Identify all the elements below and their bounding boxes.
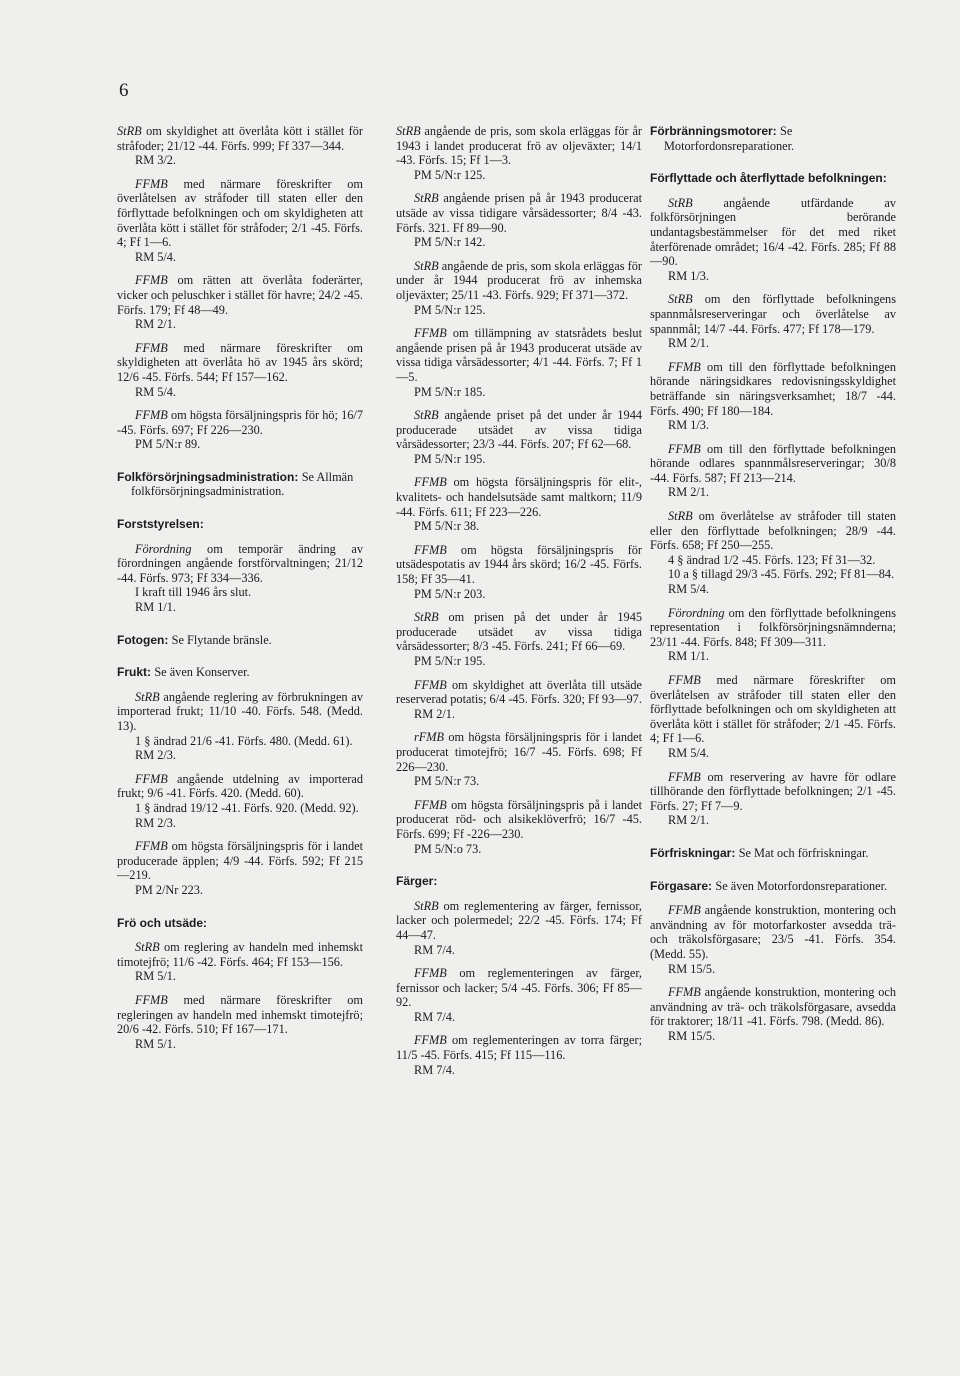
entry-reference: 1 § ändrad 21/6 -41. Förfs. 480. (Medd. 61).: [135, 733, 353, 748]
heading-cross-reference: Se Allmän folkförsörjningsadministration.: [131, 469, 354, 499]
entry-text: [396, 475, 642, 519]
entry-text: [117, 341, 363, 385]
entry-text: [117, 772, 363, 801]
heading-title: Förfriskningar:: [650, 845, 736, 860]
entry-description: om reservering av havre för odlare tillhörande den förflyttade befolkningen; 2/1 -45. Förfs. 27; Ff 7—9.: [650, 769, 896, 813]
index-entry: [650, 196, 896, 284]
entry-text: [396, 730, 642, 774]
entry-act-type: FFMB: [135, 771, 168, 786]
entry-description: angående prisen på år 1943 producerat utsäde av vissa tidigare vårsädessorter; 8/4 -43. Förfs. 321. Ff 89—90.: [396, 191, 642, 235]
index-entry: [396, 543, 642, 601]
entry-description: om prisen på det under år 1945 producerade utsädet av vissa tidiga vårsädessorter; 8/3 -45. Förfs. 241; Ff 66—69.: [396, 610, 642, 654]
entry-text: [396, 610, 642, 654]
heading-title: Färger:: [396, 874, 438, 889]
entry-text: [650, 673, 896, 746]
index-entry: [117, 940, 363, 984]
entry-text: [117, 993, 363, 1037]
entry-act-type: FFMB: [135, 839, 168, 854]
entry-act-type: StRB: [396, 124, 421, 138]
entry-text: [396, 259, 642, 303]
entry-act-type: FFMB: [135, 176, 168, 191]
entry-act-type: rFMB: [414, 730, 445, 745]
entry-act-type: StRB: [414, 610, 439, 625]
index-entry: [117, 772, 363, 830]
entry-act-type: FFMB: [668, 985, 701, 1000]
entry-description: om reglementeringen av torra färger; 11/5 -45. Förfs. 415; Ff 115—116.: [396, 1033, 642, 1063]
entry-text: [396, 326, 642, 384]
heading-title: Forststyrelsen:: [117, 517, 204, 532]
entry-description: om högsta försäljningspris för i landet producerade äpplen; 4/9 -44. Förfs. 592; Ff 215—219.: [117, 839, 364, 883]
page-number: 6: [119, 80, 129, 101]
section-heading: [650, 879, 896, 894]
index-entry: [650, 292, 896, 350]
heading-title: Förflyttade och återflyttade befolkningen:: [650, 171, 887, 186]
index-entry: [396, 326, 642, 399]
heading-cross-reference: Se Flytande bränsle.: [171, 632, 272, 647]
entry-text: [650, 292, 896, 336]
entry-reference: RM 15/5.: [668, 961, 716, 976]
index-entry: [650, 903, 896, 976]
section-heading: [117, 633, 363, 648]
entry-act-type: StRB: [117, 124, 142, 138]
entry-reference: PM 5/N:r 38.: [414, 519, 480, 534]
entry-act-type: FFMB: [668, 903, 701, 918]
entry-description: angående de pris, som skola erläggas för under år 1944 producerat frö av inhemska oljeväxter; 25/11 -43. Förfs. 929; Ff 371—372.: [396, 258, 642, 302]
entry-act-type: StRB: [414, 408, 439, 423]
entry-reference: RM 2/1.: [414, 706, 455, 721]
heading-title: Fotogen:: [117, 632, 169, 647]
entry-reference: RM 1/1.: [135, 600, 176, 615]
index-entry: [650, 360, 896, 433]
entry-description: om till den förflyttade befolkningen hörande odlares spannmålsreserveringar; 30/8 -44. Förfs. 587; Ff 213—214.: [650, 441, 896, 485]
entry-act-type: StRB: [668, 509, 693, 524]
index-entry: [117, 690, 363, 763]
entry-description: om reglering av handeln med inhemskt timotejfrö; 11/6 -42. Förfs. 464; Ff 153—156.: [117, 940, 363, 969]
entry-text: [396, 191, 642, 235]
entry-act-type: FFMB: [414, 1033, 447, 1048]
entry-reference: I kraft till 1946 års slut.: [135, 585, 252, 600]
entry-act-type: FFMB: [414, 326, 447, 341]
heading-title: Förbränningsmotorer:: [650, 124, 777, 138]
entry-act-type: FFMB: [668, 673, 701, 687]
entry-act-type: FFMB: [668, 769, 701, 784]
index-column-1: [117, 124, 363, 1060]
entry-description: angående de pris, som skola erläggas för år 1943 i landet producerat frö av oljeväxter; 14/1 -43. Förfs. 15; Ff 1—3.: [396, 124, 643, 168]
heading-cross-reference: Se även Motorfordonsreparationer.: [715, 878, 888, 893]
index-entry: [650, 442, 896, 500]
index-entry: [117, 273, 363, 331]
entry-text: [396, 408, 642, 452]
heading-cross-reference: Se Mat och förfriskningar.: [738, 845, 869, 860]
entry-reference: PM 5/N:r 73.: [414, 774, 480, 789]
entry-reference: RM 5/4.: [668, 582, 709, 597]
entry-reference: RM 5/4.: [135, 249, 176, 264]
entry-description: med närmare föreskrifter om överlåtelsen av stråfoder till staten eller den förflyttade befolkningen och om skyldigheten att överlåta kött i stället för stråfoder; 2/1 -45. Förfs. 4; Ff 1—6.: [650, 673, 896, 746]
entry-text: [117, 690, 363, 734]
entry-act-type: StRB: [135, 689, 160, 704]
entry-text: [650, 985, 896, 1029]
entry-description: angående konstruktion, montering och användning av för motorfarkoster avsedda trä- och träkolsförgasare; 23/5 -41. Förfs. 354. (Medd. 55).: [650, 903, 896, 961]
entry-description: om reglementeringen av färger, fernissor och lacker; 5/4 -45. Förfs. 306; Ff 85—92.: [396, 966, 642, 1010]
entry-reference: RM 2/1.: [668, 485, 709, 500]
entry-reference: PM 2/Nr 223.: [135, 882, 203, 897]
entry-act-type: FFMB: [135, 408, 168, 423]
entry-text: [117, 839, 363, 883]
section-heading: [117, 916, 363, 931]
index-entry: [650, 985, 896, 1043]
entry-reference: RM 3/2.: [135, 153, 176, 168]
entry-reference: PM 5/N:o 73.: [414, 841, 482, 856]
entry-act-type: StRB: [668, 292, 693, 307]
index-column-3: [650, 124, 896, 1052]
entry-text: [396, 899, 642, 943]
entry-description: om överlåtelse av stråfoder till staten eller den förflyttade befolkningen; 28/9 -44. Förfs. 658; Ff 250—255.: [650, 509, 897, 553]
heading-cross-reference: Se även Konserver.: [154, 665, 250, 680]
entry-reference: PM 5/N:r 142.: [414, 235, 486, 250]
entry-text: [650, 360, 896, 418]
entry-reference: RM 1/1.: [668, 649, 709, 664]
index-entry: [396, 408, 642, 466]
entry-reference: RM 5/1.: [135, 1036, 176, 1051]
index-entry: [396, 259, 642, 317]
entry-reference: 10 a § tillagd 29/3 -45. Förfs. 292; Ff 81—84.: [668, 567, 895, 582]
entry-act-type: FFMB: [668, 359, 701, 374]
entry-reference: RM 15/5.: [668, 1028, 716, 1043]
entry-description: om skyldighet att överlåta kött i stället för stråfoder; 21/12 -44. Förfs. 999; Ff 337—344.: [117, 124, 364, 153]
index-entry: [650, 606, 896, 664]
entry-description: om högsta försäljningspris för elit-, kvalitets- och handelsutsäde samt maltkorn; 11/9 -44. Förfs. 611; Ff 223—226.: [396, 475, 642, 519]
index-entry: [396, 678, 642, 722]
entry-description: angående priset på det under år 1944 producerade utsädet av vissa tidiga vårsädessorter; 23/3 -44. Förfs. 207; Ff 62—68.: [396, 408, 642, 452]
entry-reference: RM 2/1.: [668, 813, 709, 828]
index-entry: [117, 341, 363, 399]
entry-act-type: StRB: [414, 898, 439, 913]
entry-act-type: FFMB: [414, 677, 447, 692]
entry-act-type: StRB: [414, 258, 439, 273]
entry-reference: RM 2/1.: [668, 336, 709, 351]
entry-reference: RM 5/4.: [668, 745, 709, 760]
entry-description: om den förflyttade befolkningens representation i folkförsörjningsnämnderna; 23/11 -44. Förfs. 848; Ff 309—311.: [650, 605, 896, 649]
entry-act-type: FFMB: [135, 340, 168, 355]
entry-reference: RM 1/3.: [668, 268, 709, 283]
index-entry: [117, 839, 363, 897]
index-entry: [650, 673, 896, 761]
entry-description: om till den förflyttade befolkningen hörande näringsidkares redovisningsskyldighet beträffande sin näringsverksamhet; 18/7 -44. Förfs. 490; Ff 180—184.: [650, 359, 896, 418]
index-entry: [396, 610, 642, 668]
entry-text: [117, 940, 363, 969]
entry-text: [396, 798, 642, 842]
entry-text: [396, 124, 642, 168]
entry-reference: RM 1/3.: [668, 418, 709, 433]
entry-act-type: StRB: [135, 940, 160, 955]
entry-act-type: Förordning: [135, 541, 192, 556]
index-entry: [396, 124, 642, 182]
entry-reference: RM 7/4.: [414, 1009, 455, 1024]
entry-reference: PM 5/N:r 195.: [414, 451, 486, 466]
index-entry: [396, 966, 642, 1024]
index-entry: [396, 1033, 642, 1077]
entry-reference: PM 5/N:r 125.: [414, 302, 486, 317]
entry-description: om reglementering av färger, fernissor, lacker och polermedel; 22/2 -45. Förfs. 174; Ff 44—47.: [396, 898, 642, 942]
entry-description: angående utdelning av importerad frukt; 9/6 -41. Förfs. 420. (Medd. 60).: [117, 771, 364, 801]
entry-description: om högsta försäljningspris för utsädespotatis av 1944 års skörd; 16/2 -45. Förfs. 158; Ff 35—41.: [396, 542, 642, 587]
index-entry: [117, 542, 363, 615]
section-heading: [396, 874, 642, 889]
section-heading: [650, 846, 896, 861]
entry-description: om den förflyttade befolkningens spannmålsreserveringar och överlåtelse av spannmål; 14/7 -44. Förfs. 477; Ff 178—179.: [650, 292, 896, 336]
entry-text: [396, 543, 642, 587]
section-heading: [117, 517, 363, 532]
entry-reference: RM 2/3.: [135, 748, 176, 763]
entry-text: [117, 177, 363, 250]
entry-description: med närmare föreskrifter om överlåtelsen av stråfoder till staten eller den förflyttade befolkningen och om skyldigheten att överlåta kött i stället för stråfoder; 2/1 -45. Förfs. 4; Ff 1—6.: [117, 176, 363, 250]
entry-text: [396, 678, 642, 707]
entry-act-type: StRB: [668, 195, 693, 210]
index-entry: [396, 730, 642, 788]
entry-reference: PM 5/N:r 125.: [414, 167, 486, 182]
section-heading: [117, 470, 363, 499]
entry-description: om tillämpning av statsrådets beslut angående prisen på år 1943 producerat utsäde av vissa tidiga vårsädessorter; 4/1 -44. Förfs. 7; Ff 1—5.: [396, 326, 642, 384]
entry-act-type: FFMB: [135, 992, 168, 1007]
heading-title: Folkförsörjningsadministration:: [117, 469, 299, 484]
entry-act-type: FFMB: [414, 542, 447, 557]
entry-act-type: FFMB: [668, 441, 701, 456]
entry-reference: RM 5/1.: [135, 969, 176, 984]
heading-cross-reference: Se Motorfordonsreparationer.: [664, 124, 795, 153]
entry-reference: PM 5/N:r 195.: [414, 654, 486, 668]
index-entry: [396, 191, 642, 249]
entry-reference: RM 7/4.: [414, 1062, 455, 1077]
entry-reference: 1 § ändrad 19/12 -41. Förfs. 920. (Medd. 92).: [135, 800, 359, 815]
heading-title: Frö och utsäde:: [117, 915, 208, 930]
heading-title: Förgasare:: [650, 878, 713, 893]
index-entry: [117, 408, 363, 452]
entry-reference: PM 5/N:r 203.: [414, 586, 486, 601]
entry-text: [650, 903, 896, 961]
index-entry: [396, 899, 642, 957]
entry-description: om temporär ändring av förordningen angående forstförvaltningen; 21/12 -44. Förfs. 973; Ff 334—336.: [117, 541, 363, 585]
entry-description: med närmare föreskrifter om skyldigheten att överlåta hö av 1945 års skörd; 12/6 -45. Förfs. 544; Ff 157—162.: [117, 340, 363, 384]
entry-description: om högsta försäljningspris för i landet producerat timotejfrö; 16/7 -45. Förfs. 698; Ff 226—230.: [396, 730, 643, 774]
index-entry: [396, 798, 642, 856]
section-heading: [650, 171, 896, 186]
entry-act-type: FFMB: [414, 797, 447, 812]
index-entry: [650, 509, 896, 597]
section-heading: [650, 124, 896, 153]
entry-description: om rätten att överlåta foderärter, vicker och peluschker i stället för havre; 24/2 -45. Förfs. 179; Ff 48—49.: [117, 273, 363, 317]
entry-text: [650, 442, 896, 486]
entry-description: om skyldighet att överlåta till utsäde reserverad potatis; 6/4 -45. Förfs. 320; Ff 93—97.: [396, 677, 642, 707]
entry-text: [117, 124, 363, 153]
entry-description: om högsta försäljningspris på i landet producerat röd- och alsikeklöverfrö; 16/7 -45. Förfs. 699; Ff -226—230.: [396, 797, 643, 841]
entry-act-type: Förordning: [668, 605, 725, 620]
entry-description: angående konstruktion, montering och användning av trä- och träkolsförgasare, avsedda för traktorer; 18/11 -41. Förfs. 798. (Medd. 86).: [650, 985, 896, 1029]
index-entry: [117, 124, 363, 168]
entry-reference: PM 5/N:r 185.: [414, 384, 486, 399]
entry-text: [117, 273, 363, 317]
section-heading: [117, 665, 363, 680]
entry-text: [117, 542, 363, 586]
entry-reference: RM 2/1.: [135, 317, 176, 332]
entry-text: [396, 1033, 642, 1062]
entry-text: [117, 408, 363, 437]
index-entry: [117, 177, 363, 265]
entry-act-type: FFMB: [135, 273, 168, 288]
entry-text: [650, 606, 896, 650]
entry-description: med närmare föreskrifter om regleringen av handeln med inhemskt timotejfrö; 20/6 -42. Förfs. 510; Ff 167—171.: [117, 992, 363, 1037]
entry-description: angående reglering av förbrukningen av importerad frukt; 11/10 -40. Förfs. 548. (Medd. 13).: [117, 689, 363, 733]
entry-act-type: FFMB: [414, 475, 447, 490]
index-entry: [650, 770, 896, 828]
entry-reference: 4 § ändrad 1/2 -45. Förfs. 123; Ff 31—32.: [668, 552, 876, 567]
index-entry: [396, 475, 642, 533]
index-column-2: [396, 124, 642, 1086]
heading-title: Frukt:: [117, 665, 151, 680]
entry-act-type: FFMB: [414, 966, 447, 981]
entry-reference: PM 5/N:r 89.: [135, 437, 201, 452]
entry-description: angående utfärdande av folkförsörjningen berörande undantagsbestämmelser för det med riket återförenade området; 16/4 -42. Förfs. 285; Ff 88—90.: [650, 195, 896, 269]
entry-description: om högsta försäljningspris för hö; 16/7 -45. Förfs. 697; Ff 226—230.: [117, 408, 363, 437]
entry-text: [650, 770, 896, 814]
entry-act-type: StRB: [414, 191, 439, 206]
index-entry: [117, 993, 363, 1051]
entry-text: [650, 509, 896, 553]
entry-reference: RM 7/4.: [414, 942, 455, 957]
entry-text: [650, 196, 896, 269]
entry-reference: RM 5/4.: [135, 384, 176, 399]
entry-reference: RM 2/3.: [135, 815, 176, 830]
entry-text: [396, 966, 642, 1010]
